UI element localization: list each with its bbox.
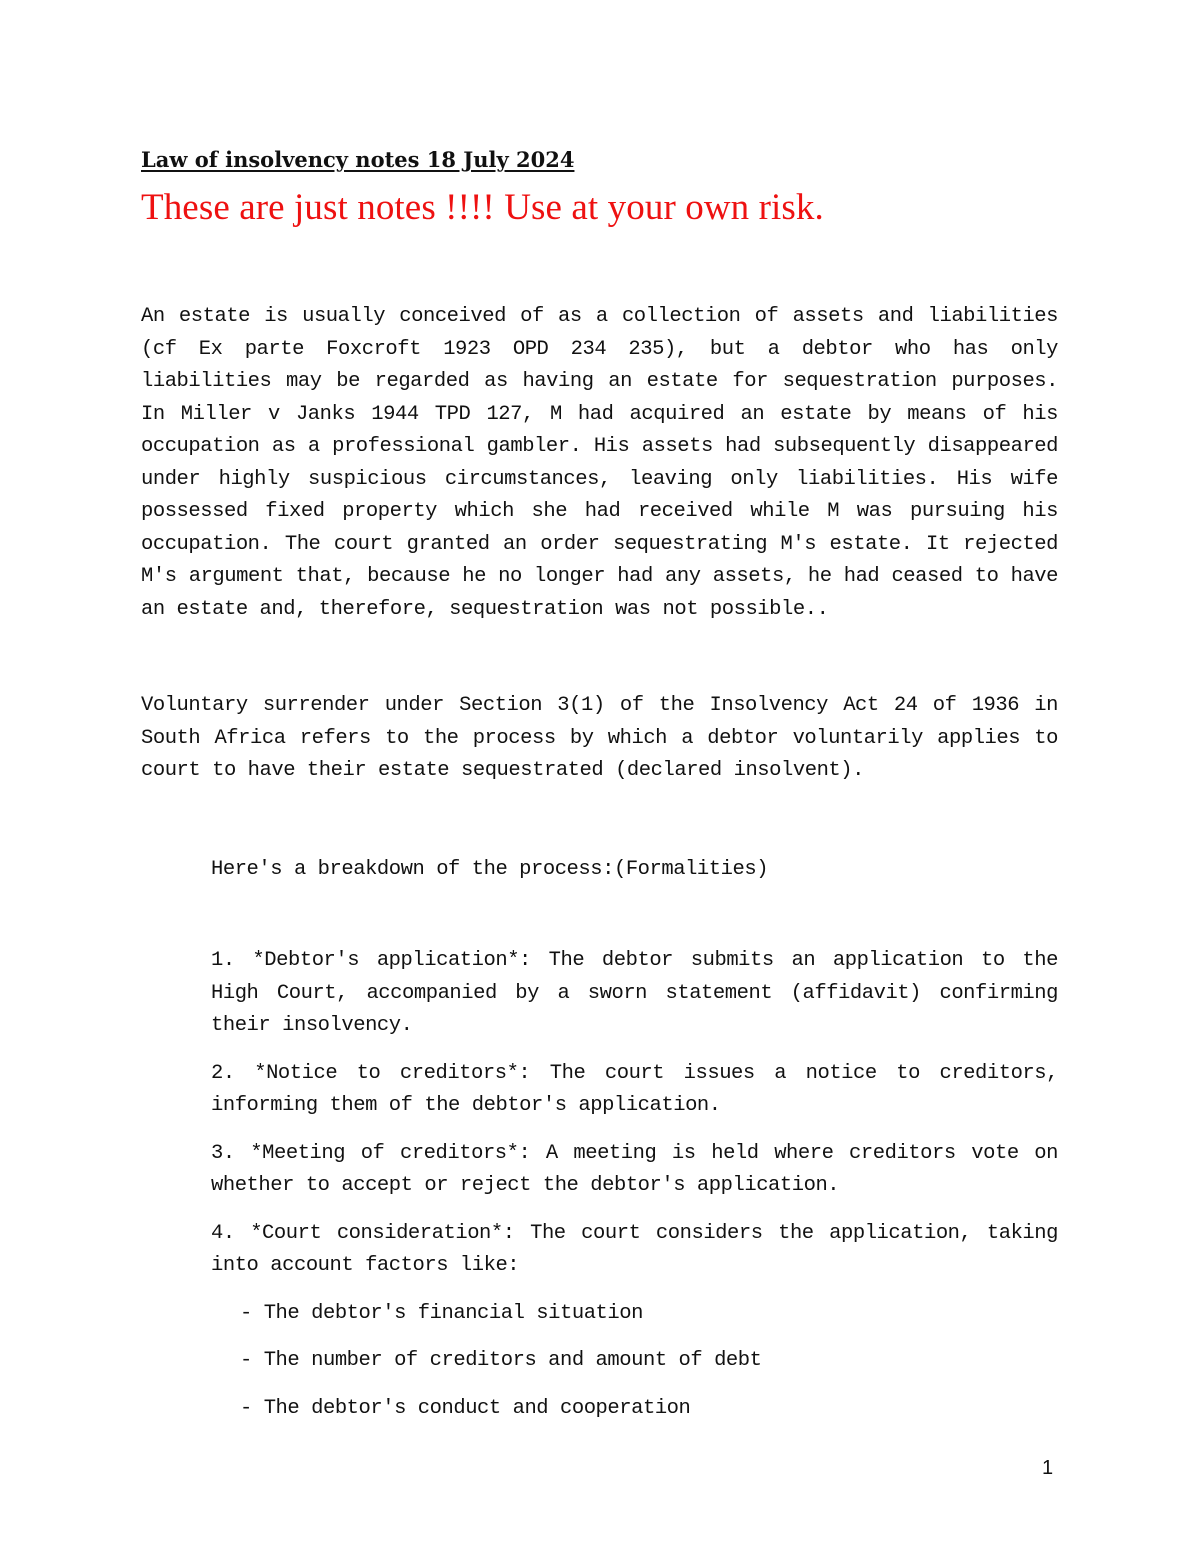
estate-paragraph: An estate is usually conceived of as a collection of assets and liabilities (cf Ex parte Foxcroft 1923 OPD 234 235), but a debtor who has only liabilities may be regarded as having an estate for sequestration purposes. In Miller v Janks 1944 TPD 127, M had acquired an estate by means of his occupation as a professional gambler. His assets had subsequently disappeared under highly suspicious circumstances, leaving only liabilities. His wife possessed fixed property which she had received while M was pursuing his occupation. The court granted an order sequestrating M's estate. It rejected M's argument that, because he no longer had any assets, he had ceased to have an estate and, therefore, sequestration was not possible.. <box>141 305 1058 621</box>
list-item-factor-3: - The debtor's conduct and cooperation <box>240 1396 691 1420</box>
list-item-step-4: 4. *Court consideration*: The court considers the application, taking into account factors like: <box>211 1221 1058 1277</box>
voluntary-surrender-paragraph: Voluntary surrender under Section 3(1) of the Insolvency Act 24 of 1936 in South Africa refers to the process by which a debtor voluntarily applies to court to have their estate sequestrated (declared insolvent). <box>141 694 1058 782</box>
list-item-step-1: 1. *Debtor's application*: The debtor submits an application to the High Court, accompanied by a sworn statement (affidavit) confirming their insolvency. <box>211 949 1058 1037</box>
document-body <box>141 144 1058 1425</box>
page-number: 1 <box>1042 1457 1054 1479</box>
document-title: Law of insolvency notes 18 July 2024 <box>141 147 575 172</box>
breakdown-intro: Here's a breakdown of the process:(Formalities) <box>211 857 769 881</box>
list-item-factor-1: - The debtor's financial situation <box>240 1301 643 1325</box>
list-item-factor-2: - The number of creditors and amount of debt <box>240 1349 762 1372</box>
list-item-step-2: 2. *Notice to creditors*: The court issues a notice to creditors, informing them of the debtor's application. <box>211 1061 1058 1117</box>
list-item-step-3: 3. *Meeting of creditors*: A meeting is held where creditors vote on whether to accept or reject the debtor's application. <box>211 1141 1058 1197</box>
risk-warning: These are just notes !!!! Use at your own risk. <box>141 187 824 228</box>
